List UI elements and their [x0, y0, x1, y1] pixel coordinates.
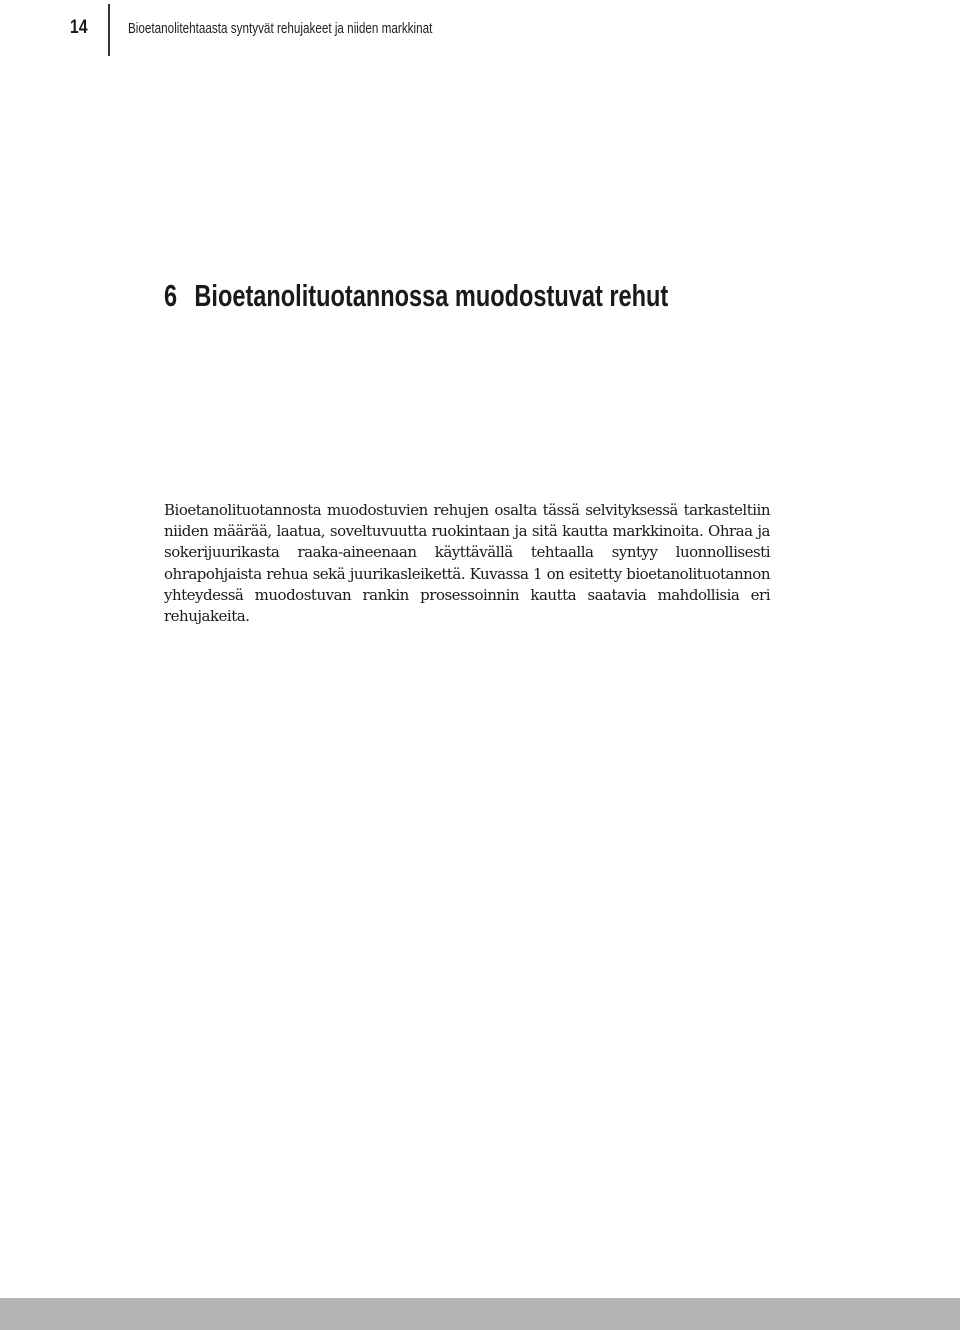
page-number: 14	[70, 17, 88, 38]
footer-bar	[0, 1298, 960, 1330]
running-title: Bioetanolitehtaasta syntyvät rehujakeet ja niiden markkinat	[128, 20, 433, 37]
chapter-heading	[164, 278, 668, 314]
header-divider	[108, 4, 110, 56]
running-header	[0, 0, 960, 60]
chapter-number: 6	[164, 278, 178, 313]
chapter-title: Bioetanolituotannossa muodostuvat rehut	[194, 278, 669, 313]
body-paragraph: Bioetanolituotannosta muodostuvien rehujen osalta tässä selvityksessä tarkasteltiin niiden määrää, laatua, soveltuvuutta ruokintaan ja sitä kautta markkinoita. Ohraa ja sokerijuurikasta raaka-aineenaan käyttävällä tehtaalla syntyy luonnollisesti ohrapohjaista rehua sekä juurikasleikettä. Kuvassa 1 on esitetty bioetanolituotannon yhteydessä muodostuvan rankin prosessoinnin kautta saatavia mahdollisia eri rehujakeita.	[164, 501, 770, 626]
